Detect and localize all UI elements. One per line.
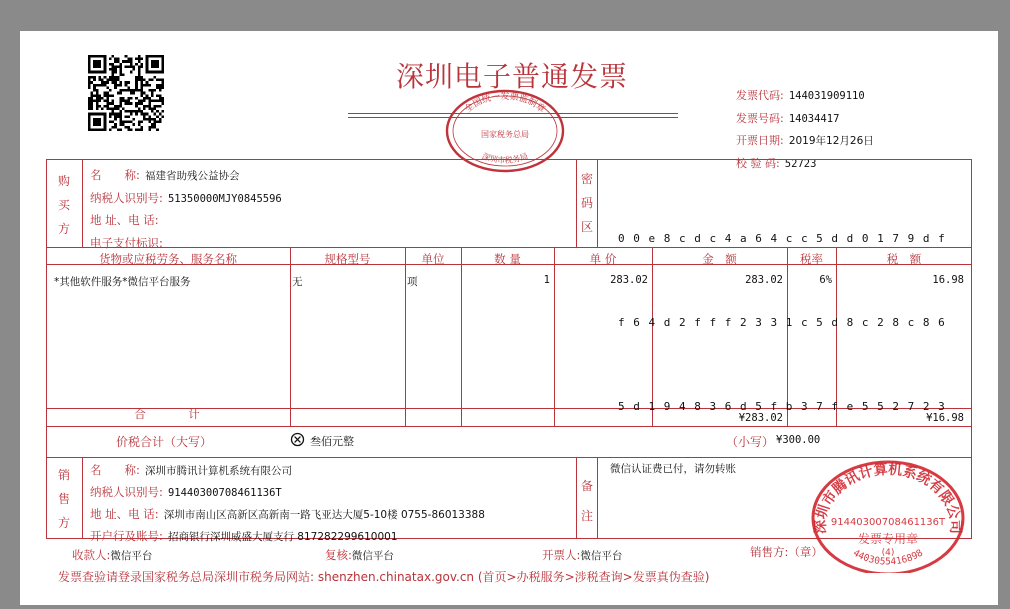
invoice-number: 14034417 [788,112,840,125]
small-amount-label: （小写） [726,435,775,449]
seller-taxid: 91440300708461136T [167,487,282,499]
header-price: 单 价 [589,252,617,266]
signature-reviewer: 复核:微信平台 [325,548,394,562]
item-price: 283.02 [610,274,648,286]
header-qty: 数 量 [494,252,521,266]
buyer-section-label: 购 买 方 [57,174,70,236]
header-unit: 单位 [421,252,445,266]
item-name: *其他软件服务*微信平台服务 [54,276,191,288]
buyer-info: 名 称: 福建省助残公益协会 纳税人识别号: 51350000MJY0845596 地 址、电 话: 电子支付标识: [90,168,282,250]
total-amount: ¥283.02 [738,412,783,424]
header-name: 货物或应税劳务、服务名称 [99,252,237,266]
item-qty: 1 [543,274,550,286]
seal-arc-text: 深圳市腾讯计算机系统有限公司 [812,461,964,534]
seal-bottom-text: 深圳市税务局 [480,151,530,166]
cipher-row: 5 d 1 9 4 8 3 6 d 5 f b 3 7 f e 5 5 2 7 2 3 [618,400,946,413]
seller-section-label: 销 售 方 [57,468,70,530]
remarks-text: 微信认证费已付，请勿转账 [610,463,736,475]
cross-circle-icon [290,432,305,447]
buyer-taxid: 51350000MJY0845596 [167,192,282,205]
grand-total-label: 价税合计（大写） [116,435,213,449]
total-tax: ¥16.98 [926,412,964,424]
cipher-section-label: 密 码 区 [580,172,593,234]
code-label: 发票代码: [736,89,784,102]
grand-total-number: ¥300.00 [776,434,821,446]
invoice-title: 深圳电子普通发票 [396,60,629,93]
cipher-code [618,169,946,477]
item-amount: 283.02 [745,274,783,286]
seal-top-text: 全国统一发票监制章 [463,92,547,116]
cipher-row: f 6 4 d 2 f f f 2 3 3 1 c 5 d 8 c 2 8 c 8 6 [618,316,946,329]
remarks-section-label: 备 注 [580,479,593,523]
seal-middle-text: 国家税务总局 [481,130,529,139]
date-label: 开票日期: [736,134,784,147]
invoice-code: 144031909110 [788,90,865,102]
grand-total-chinese: 叁佰元整 [310,435,354,448]
total-label: 合 计 [134,407,202,421]
header-rate: 税率 [800,252,823,266]
signature-seller: 销售方:（章） [750,545,823,559]
seller-info: 名 称: 深圳市腾讯计算机系统有限公司 纳税人识别号: 91440300708461136T 地 址、电 话: 深圳市南山区高新区高新南一路飞亚达大厦5-10楼 0755-86013388 开户行及账号: 招商银行深圳威盛大厦支行 817282299610001 [90,463,485,543]
header-spec: 规格型号 [324,252,371,266]
item-tax: 16.98 [932,274,964,286]
invoice-paper [20,31,998,605]
qr-code [88,55,164,131]
footer-verification-note: 发票查验请登录国家税务总局深圳市税务局网站: shenzhen.chinatax.gov.cn (首页>办税服务>涉税查询>发票真伪查验) [58,570,710,584]
header-amount: 金 额 [702,252,737,266]
check-code: 52723 [784,157,817,170]
item-rate: 6% [819,274,832,286]
invoice-seal [808,457,968,573]
check-label: 校 验 码: [736,156,780,170]
seller-address: 深圳市南山区高新区高新南一路飞亚达大厦5-10楼 0755-86013388 [163,509,485,521]
cipher-row: 0 0 e 8 c d c 4 a 6 4 c c 5 d d 0 1 7 9 d f [618,232,946,245]
number-label: 发票号码: [736,111,784,125]
seal-bottom-code: 4403055416898 [850,547,926,568]
header-tax: 税 额 [886,252,922,266]
seller-name: 深圳市腾讯计算机系统有限公司 [144,465,292,477]
invoice-date: 2019年12月26日 [788,135,874,147]
buyer-name: 福建省助残公益协会 [144,170,240,182]
seal-number: (4) [881,548,895,558]
seller-bank: 招商银行深圳威盛大厦支行 817282299610001 [167,531,398,543]
seal-taxid: 91440300708461136T [830,517,946,528]
seal-label: 发票专用章 [857,532,919,546]
signature-payee: 收款人:微信平台 [72,548,153,562]
item-spec: 无 [292,276,303,288]
svg-text:全国统一发票监制章 [462,90,548,115]
signature-issuer: 开票人:微信平台 [542,548,623,562]
item-unit: 项 [407,276,418,288]
